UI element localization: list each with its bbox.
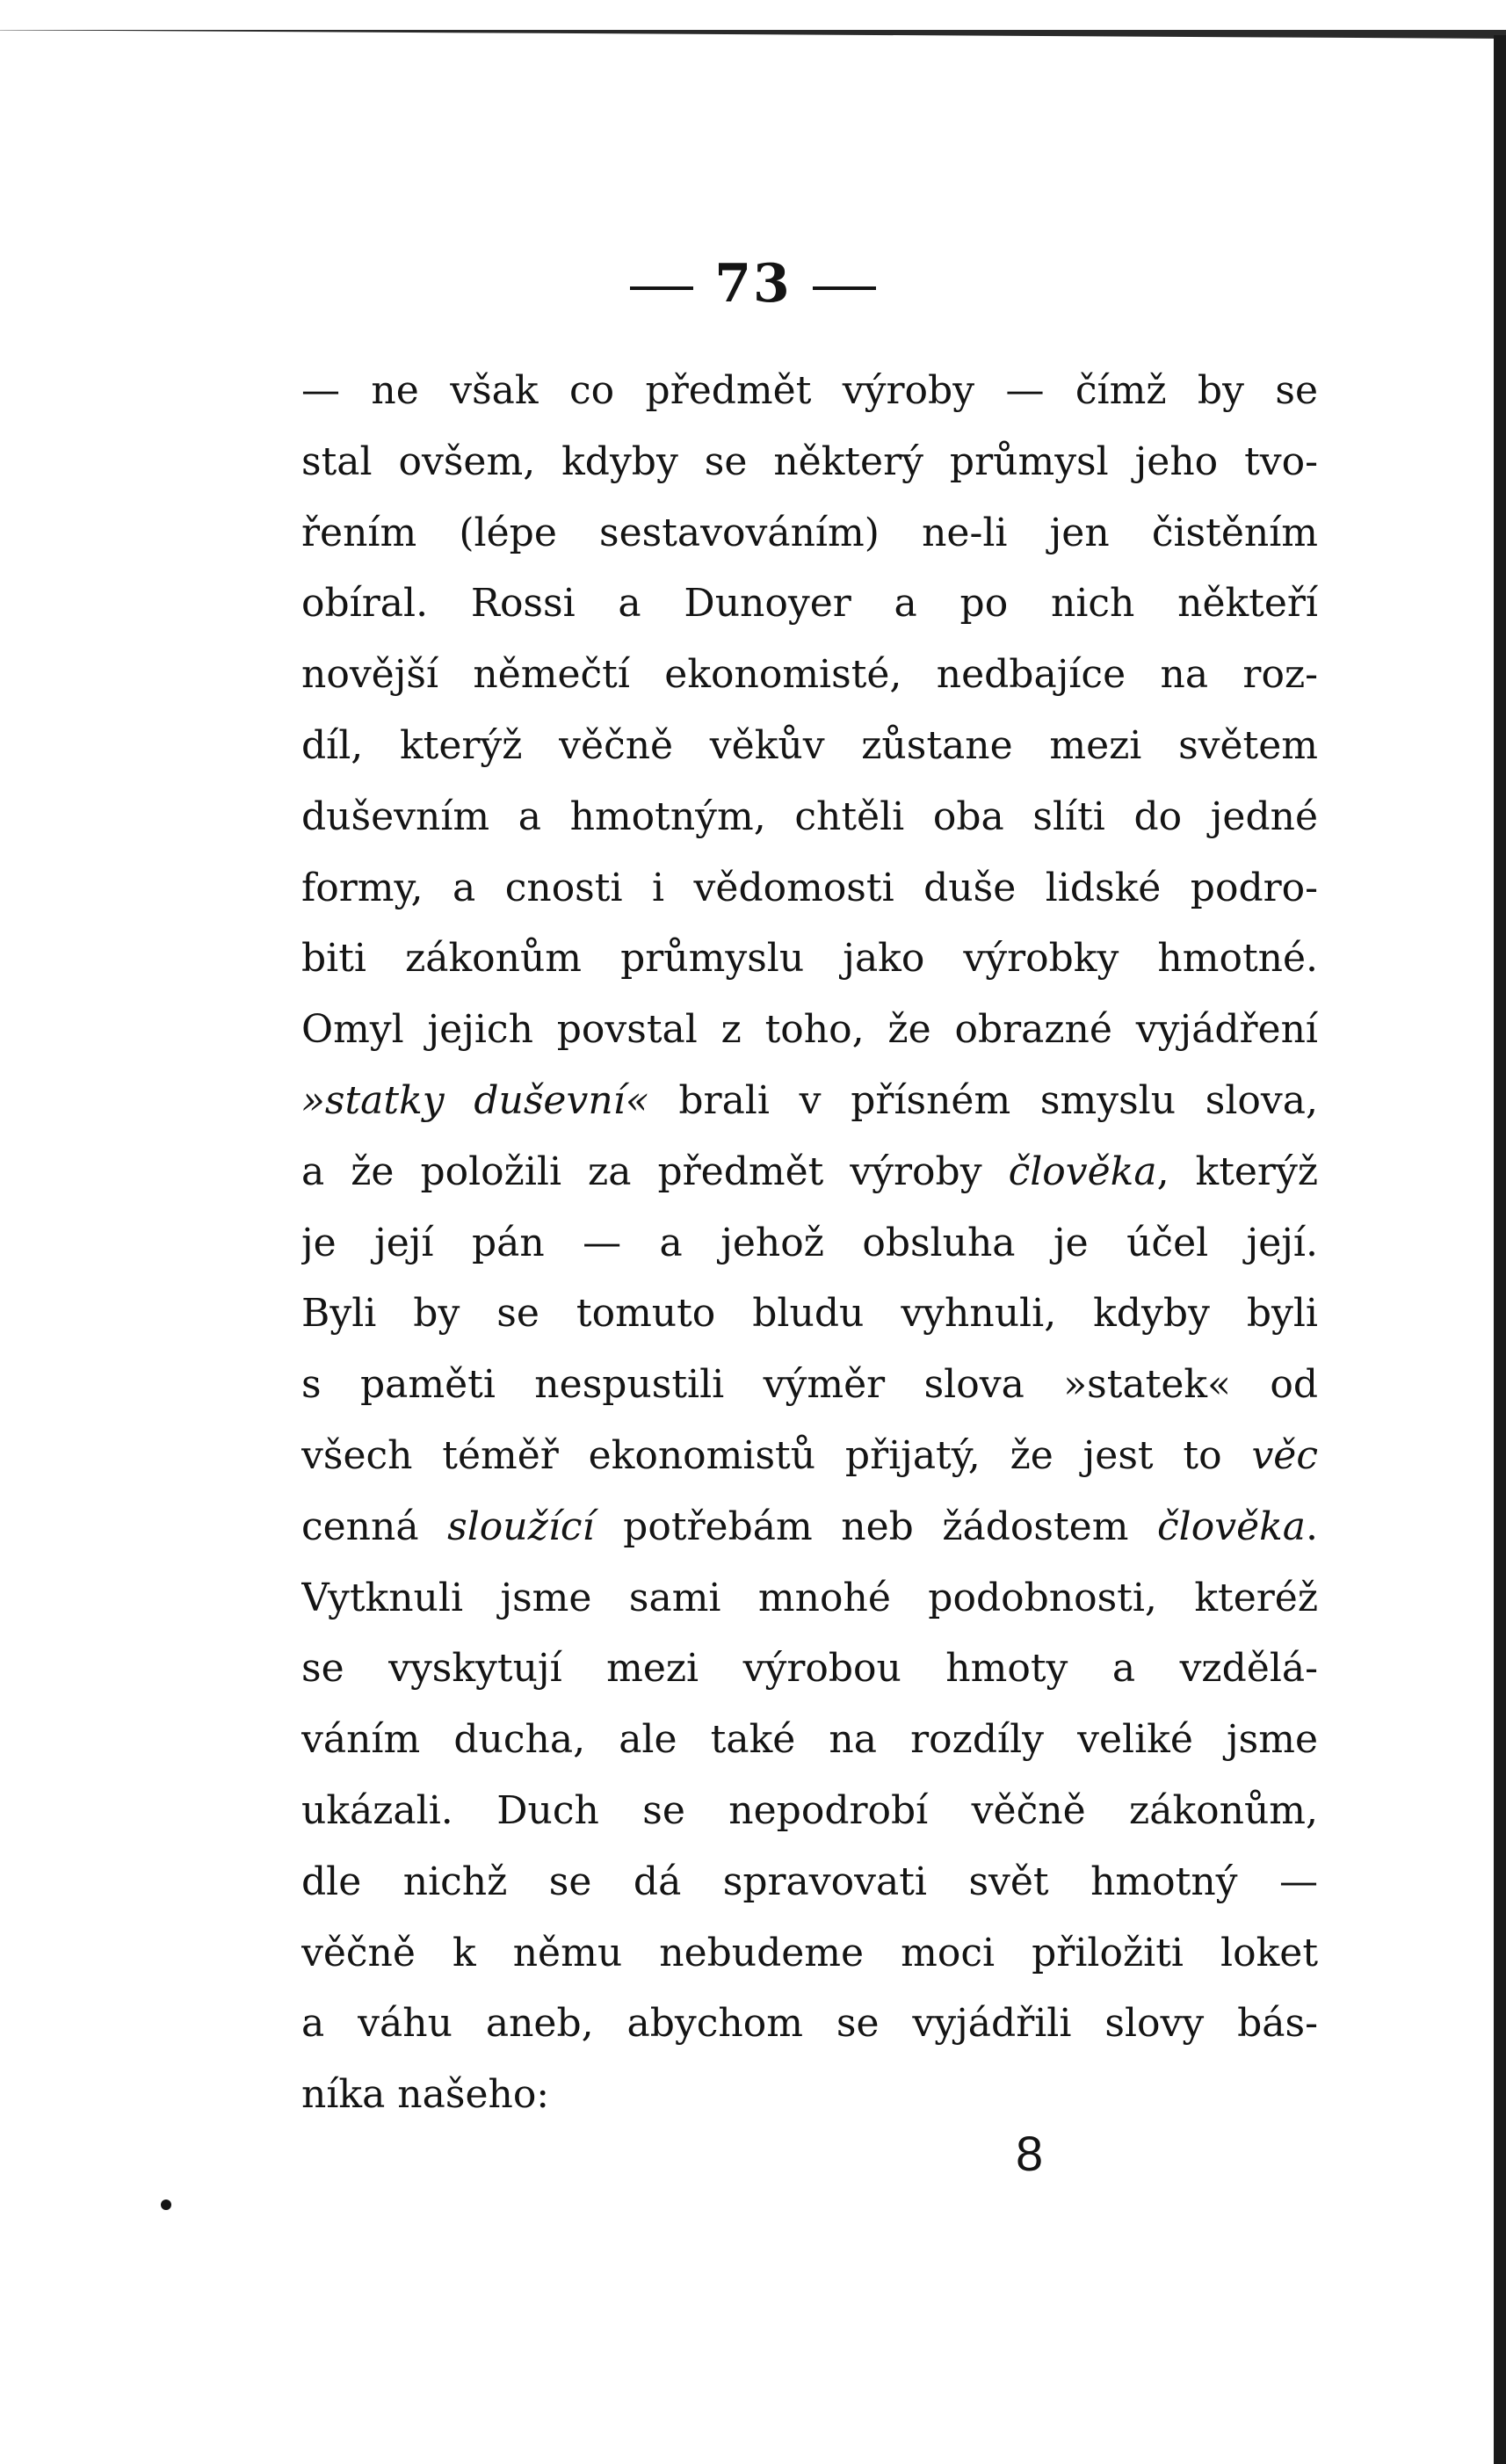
scan-edge-right [1494,35,1506,2464]
text-line: Vytknuli jsme sami mnohé podobnosti, kteréž [301,1575,1318,1620]
page-number-header [0,253,1506,315]
ink-speck [161,2199,171,2210]
emphasis-text: člověka [1157,1504,1306,1549]
header-dash-left [630,286,693,290]
text-line: Omyl jejich povstal z toho, že obrazné vyjádření [301,1007,1318,1053]
emphasis-text: člověka [1008,1149,1157,1194]
text-line [301,1492,1318,1563]
text-line: — ne však co předmět výroby — čímž by se [301,368,1318,413]
text-line: novější němečtí ekonomisté, nedbajíce na roz- [301,652,1318,698]
text-line: řením (lépe sestavováním) ne-li jen čistěním [301,510,1318,555]
text-line: obíral. Rossi a Dunoyer a po nich někteří [301,581,1318,627]
text-segment: cenná [301,1504,448,1549]
text-line [301,1421,1318,1492]
body-text [301,356,1318,2131]
header-dash-right [813,286,876,290]
text-line: Byli by se tomuto bludu vyhnuli, kdyby byli [301,1291,1318,1337]
text-segment: . [1306,1504,1318,1549]
text-line: biti zákonům průmyslu jako výrobky hmotné. [301,936,1318,982]
text-line: s paměti nespustili výměr slova »statek« od [301,1362,1318,1408]
text-line: je její pán — a jehož obsluha je účel její. [301,1220,1318,1265]
text-segment: všech téměř ekonomistů přijatý, že jest to [301,1432,1252,1478]
text-segment: potřebám neb žádostem [594,1504,1157,1549]
text-line [301,1137,1318,1208]
text-segment: , kterýž [1156,1149,1318,1194]
text-line: formy, a cnosti i vědomosti duše lidské podro- [301,865,1318,910]
text-line: stal ovšem, kdyby se některý průmysl jeho tvo- [301,438,1318,484]
text-line: váním ducha, ale také na rozdíly veliké jsme [301,1717,1318,1763]
text-segment: brali v přísném smyslu slova, [648,1077,1318,1123]
text-line: duševním a hmotným, chtěli oba slíti do jedné [301,794,1318,839]
text-line: věčně k němu nebudeme moci přiložiti loket [301,1930,1318,1975]
text-line [301,1066,1318,1137]
signature-mark: 8 [1016,2126,1044,2181]
emphasis-text: věc [1251,1432,1318,1478]
text-line: dle nichž se dá spravovati svět hmotný — [301,1859,1318,1904]
text-line: ukázali. Duch se nepodrobí věčně zákonům, [301,1787,1318,1833]
emphasis-text: sloužící [447,1504,595,1549]
text-line: se vyskytují mezi výrobou hmoty a vzdělá- [301,1646,1318,1692]
text-line: a váhu aneb, abychom se vyjádřili slovy bás- [301,2001,1318,2047]
page-number: 73 [714,253,792,315]
text-line: níka našeho: [301,2072,550,2118]
emphasis-text: »statky duševní« [301,1077,649,1123]
scan-edge-top [0,0,1506,39]
text-segment: a že položili za předmět výroby [301,1149,1009,1194]
text-line: díl, kterýž věčně věkův zůstane mezi světem [301,722,1318,768]
